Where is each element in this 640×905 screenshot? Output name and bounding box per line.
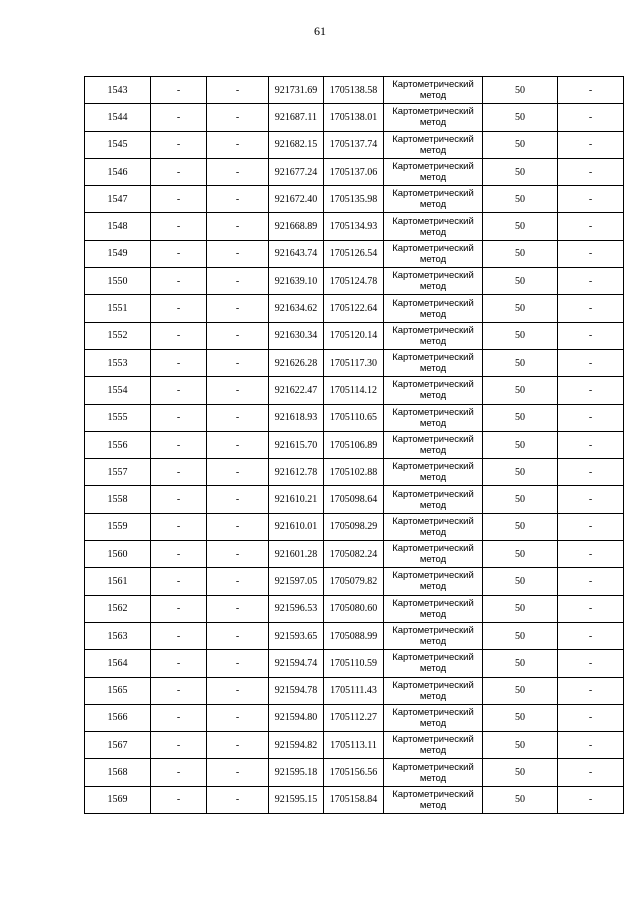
method-cell: Картометрический метод xyxy=(384,786,483,813)
x-coordinate-cell: 921594.80 xyxy=(269,704,324,731)
table-row xyxy=(85,650,624,677)
column-2-cell: - xyxy=(151,513,207,540)
accuracy-cell: 50 xyxy=(483,240,558,267)
y-coordinate-cell: 1705122.64 xyxy=(324,295,384,322)
column-3-cell: - xyxy=(207,213,269,240)
y-coordinate-cell: 1705111.43 xyxy=(324,677,384,704)
method-cell: Картометрический метод xyxy=(384,213,483,240)
accuracy-cell: 50 xyxy=(483,732,558,759)
column-3-cell: - xyxy=(207,622,269,649)
column-3-cell: - xyxy=(207,677,269,704)
accuracy-cell: 50 xyxy=(483,322,558,349)
x-coordinate-cell: 921639.10 xyxy=(269,268,324,295)
x-coordinate-cell: 921630.34 xyxy=(269,322,324,349)
accuracy-cell: 50 xyxy=(483,213,558,240)
column-3-cell: - xyxy=(207,322,269,349)
table-row xyxy=(85,513,624,540)
x-coordinate-cell: 921672.40 xyxy=(269,186,324,213)
table-row xyxy=(85,786,624,813)
accuracy-cell: 50 xyxy=(483,104,558,131)
last-column-cell: - xyxy=(558,240,624,267)
column-3-cell: - xyxy=(207,131,269,158)
y-coordinate-cell: 1705117.30 xyxy=(324,349,384,376)
method-cell: Картометрический метод xyxy=(384,704,483,731)
column-2-cell: - xyxy=(151,349,207,376)
column-2-cell: - xyxy=(151,295,207,322)
method-cell: Картометрический метод xyxy=(384,650,483,677)
accuracy-cell: 50 xyxy=(483,650,558,677)
last-column-cell: - xyxy=(558,186,624,213)
accuracy-cell: 50 xyxy=(483,786,558,813)
point-number-cell: 1567 xyxy=(85,732,151,759)
point-number-cell: 1554 xyxy=(85,377,151,404)
table-row xyxy=(85,158,624,185)
column-2-cell: - xyxy=(151,459,207,486)
point-number-cell: 1553 xyxy=(85,349,151,376)
table-row xyxy=(85,677,624,704)
page-number: 61 xyxy=(314,24,326,38)
last-column-cell: - xyxy=(558,595,624,622)
point-number-cell: 1548 xyxy=(85,213,151,240)
table-row xyxy=(85,595,624,622)
table-row xyxy=(85,377,624,404)
y-coordinate-cell: 1705112.27 xyxy=(324,704,384,731)
y-coordinate-cell: 1705098.64 xyxy=(324,486,384,513)
column-2-cell: - xyxy=(151,732,207,759)
point-number-cell: 1544 xyxy=(85,104,151,131)
column-3-cell: - xyxy=(207,77,269,104)
y-coordinate-cell: 1705137.06 xyxy=(324,158,384,185)
y-coordinate-cell: 1705138.01 xyxy=(324,104,384,131)
method-cell: Картометрический метод xyxy=(384,622,483,649)
column-3-cell: - xyxy=(207,404,269,431)
column-3-cell: - xyxy=(207,486,269,513)
y-coordinate-cell: 1705113.11 xyxy=(324,732,384,759)
last-column-cell: - xyxy=(558,295,624,322)
column-3-cell: - xyxy=(207,268,269,295)
column-3-cell: - xyxy=(207,240,269,267)
column-2-cell: - xyxy=(151,268,207,295)
accuracy-cell: 50 xyxy=(483,759,558,786)
table-row xyxy=(85,349,624,376)
y-coordinate-cell: 1705102.88 xyxy=(324,459,384,486)
table-row xyxy=(85,322,624,349)
table-row xyxy=(85,459,624,486)
last-column-cell: - xyxy=(558,759,624,786)
last-column-cell: - xyxy=(558,786,624,813)
accuracy-cell: 50 xyxy=(483,677,558,704)
method-cell: Картометрический метод xyxy=(384,541,483,568)
column-2-cell: - xyxy=(151,704,207,731)
method-cell: Картометрический метод xyxy=(384,377,483,404)
last-column-cell: - xyxy=(558,322,624,349)
x-coordinate-cell: 921618.93 xyxy=(269,404,324,431)
column-2-cell: - xyxy=(151,131,207,158)
method-cell: Картометрический метод xyxy=(384,486,483,513)
accuracy-cell: 50 xyxy=(483,595,558,622)
x-coordinate-cell: 921612.78 xyxy=(269,459,324,486)
point-number-cell: 1547 xyxy=(85,186,151,213)
column-3-cell: - xyxy=(207,104,269,131)
accuracy-cell: 50 xyxy=(483,431,558,458)
last-column-cell: - xyxy=(558,158,624,185)
column-2-cell: - xyxy=(151,786,207,813)
x-coordinate-cell: 921601.28 xyxy=(269,541,324,568)
y-coordinate-cell: 1705120.14 xyxy=(324,322,384,349)
point-number-cell: 1558 xyxy=(85,486,151,513)
last-column-cell: - xyxy=(558,732,624,759)
table-row xyxy=(85,541,624,568)
point-number-cell: 1546 xyxy=(85,158,151,185)
accuracy-cell: 50 xyxy=(483,158,558,185)
x-coordinate-cell: 921594.78 xyxy=(269,677,324,704)
y-coordinate-cell: 1705137.74 xyxy=(324,131,384,158)
point-number-cell: 1566 xyxy=(85,704,151,731)
column-2-cell: - xyxy=(151,677,207,704)
method-cell: Картометрический метод xyxy=(384,131,483,158)
x-coordinate-cell: 921610.21 xyxy=(269,486,324,513)
method-cell: Картометрический метод xyxy=(384,77,483,104)
x-coordinate-cell: 921643.74 xyxy=(269,240,324,267)
x-coordinate-cell: 921622.47 xyxy=(269,377,324,404)
point-number-cell: 1549 xyxy=(85,240,151,267)
method-cell: Картометрический метод xyxy=(384,595,483,622)
column-2-cell: - xyxy=(151,77,207,104)
last-column-cell: - xyxy=(558,104,624,131)
column-3-cell: - xyxy=(207,377,269,404)
y-coordinate-cell: 1705098.29 xyxy=(324,513,384,540)
x-coordinate-cell: 921682.15 xyxy=(269,131,324,158)
column-3-cell: - xyxy=(207,513,269,540)
point-number-cell: 1565 xyxy=(85,677,151,704)
method-cell: Картометрический метод xyxy=(384,404,483,431)
column-3-cell: - xyxy=(207,759,269,786)
point-number-cell: 1564 xyxy=(85,650,151,677)
table-row xyxy=(85,77,624,104)
last-column-cell: - xyxy=(558,677,624,704)
y-coordinate-cell: 1705135.98 xyxy=(324,186,384,213)
last-column-cell: - xyxy=(558,459,624,486)
y-coordinate-cell: 1705134.93 xyxy=(324,213,384,240)
accuracy-cell: 50 xyxy=(483,131,558,158)
x-coordinate-cell: 921634.62 xyxy=(269,295,324,322)
x-coordinate-cell: 921594.82 xyxy=(269,732,324,759)
column-3-cell: - xyxy=(207,568,269,595)
x-coordinate-cell: 921593.65 xyxy=(269,622,324,649)
x-coordinate-cell: 921677.24 xyxy=(269,158,324,185)
last-column-cell: - xyxy=(558,622,624,649)
column-2-cell: - xyxy=(151,104,207,131)
accuracy-cell: 50 xyxy=(483,295,558,322)
column-2-cell: - xyxy=(151,650,207,677)
last-column-cell: - xyxy=(558,486,624,513)
column-2-cell: - xyxy=(151,595,207,622)
column-2-cell: - xyxy=(151,240,207,267)
method-cell: Картометрический метод xyxy=(384,240,483,267)
x-coordinate-cell: 921595.15 xyxy=(269,786,324,813)
x-coordinate-cell: 921595.18 xyxy=(269,759,324,786)
column-3-cell: - xyxy=(207,732,269,759)
column-3-cell: - xyxy=(207,595,269,622)
accuracy-cell: 50 xyxy=(483,349,558,376)
method-cell: Картометрический метод xyxy=(384,349,483,376)
table-body xyxy=(85,77,624,814)
column-2-cell: - xyxy=(151,404,207,431)
x-coordinate-cell: 921597.05 xyxy=(269,568,324,595)
column-3-cell: - xyxy=(207,459,269,486)
accuracy-cell: 50 xyxy=(483,404,558,431)
point-number-cell: 1561 xyxy=(85,568,151,595)
last-column-cell: - xyxy=(558,404,624,431)
method-cell: Картометрический метод xyxy=(384,186,483,213)
y-coordinate-cell: 1705080.60 xyxy=(324,595,384,622)
table-row xyxy=(85,213,624,240)
y-coordinate-cell: 1705158.84 xyxy=(324,786,384,813)
method-cell: Картометрический метод xyxy=(384,513,483,540)
method-cell: Картометрический метод xyxy=(384,104,483,131)
y-coordinate-cell: 1705088.99 xyxy=(324,622,384,649)
column-2-cell: - xyxy=(151,431,207,458)
method-cell: Картометрический метод xyxy=(384,431,483,458)
table-row xyxy=(85,732,624,759)
table-row xyxy=(85,486,624,513)
accuracy-cell: 50 xyxy=(483,541,558,568)
x-coordinate-cell: 921610.01 xyxy=(269,513,324,540)
y-coordinate-cell: 1705124.78 xyxy=(324,268,384,295)
accuracy-cell: 50 xyxy=(483,186,558,213)
column-2-cell: - xyxy=(151,377,207,404)
last-column-cell: - xyxy=(558,349,624,376)
x-coordinate-cell: 921668.89 xyxy=(269,213,324,240)
column-3-cell: - xyxy=(207,295,269,322)
column-2-cell: - xyxy=(151,486,207,513)
last-column-cell: - xyxy=(558,541,624,568)
table-row xyxy=(85,104,624,131)
x-coordinate-cell: 921731.69 xyxy=(269,77,324,104)
x-coordinate-cell: 921596.53 xyxy=(269,595,324,622)
column-2-cell: - xyxy=(151,158,207,185)
point-number-cell: 1563 xyxy=(85,622,151,649)
x-coordinate-cell: 921615.70 xyxy=(269,431,324,458)
accuracy-cell: 50 xyxy=(483,704,558,731)
column-3-cell: - xyxy=(207,541,269,568)
column-2-cell: - xyxy=(151,541,207,568)
table-row xyxy=(85,704,624,731)
method-cell: Картометрический метод xyxy=(384,322,483,349)
method-cell: Картометрический метод xyxy=(384,677,483,704)
y-coordinate-cell: 1705126.54 xyxy=(324,240,384,267)
point-number-cell: 1545 xyxy=(85,131,151,158)
table-row xyxy=(85,131,624,158)
column-2-cell: - xyxy=(151,186,207,213)
point-number-cell: 1555 xyxy=(85,404,151,431)
method-cell: Картометрический метод xyxy=(384,759,483,786)
last-column-cell: - xyxy=(558,213,624,240)
accuracy-cell: 50 xyxy=(483,459,558,486)
table-row xyxy=(85,568,624,595)
x-coordinate-cell: 921594.74 xyxy=(269,650,324,677)
column-3-cell: - xyxy=(207,349,269,376)
point-number-cell: 1543 xyxy=(85,77,151,104)
accuracy-cell: 50 xyxy=(483,268,558,295)
x-coordinate-cell: 921626.28 xyxy=(269,349,324,376)
last-column-cell: - xyxy=(558,268,624,295)
point-number-cell: 1552 xyxy=(85,322,151,349)
method-cell: Картометрический метод xyxy=(384,158,483,185)
column-2-cell: - xyxy=(151,568,207,595)
method-cell: Картометрический метод xyxy=(384,732,483,759)
y-coordinate-cell: 1705114.12 xyxy=(324,377,384,404)
table-row xyxy=(85,404,624,431)
y-coordinate-cell: 1705082.24 xyxy=(324,541,384,568)
method-cell: Картометрический метод xyxy=(384,268,483,295)
table-row xyxy=(85,268,624,295)
last-column-cell: - xyxy=(558,513,624,540)
column-3-cell: - xyxy=(207,431,269,458)
last-column-cell: - xyxy=(558,568,624,595)
last-column-cell: - xyxy=(558,131,624,158)
column-3-cell: - xyxy=(207,158,269,185)
column-2-cell: - xyxy=(151,622,207,649)
y-coordinate-cell: 1705156.56 xyxy=(324,759,384,786)
y-coordinate-cell: 1705079.82 xyxy=(324,568,384,595)
point-number-cell: 1556 xyxy=(85,431,151,458)
x-coordinate-cell: 921687.11 xyxy=(269,104,324,131)
method-cell: Картометрический метод xyxy=(384,568,483,595)
accuracy-cell: 50 xyxy=(483,568,558,595)
accuracy-cell: 50 xyxy=(483,513,558,540)
column-3-cell: - xyxy=(207,786,269,813)
point-number-cell: 1562 xyxy=(85,595,151,622)
table-row xyxy=(85,759,624,786)
accuracy-cell: 50 xyxy=(483,77,558,104)
y-coordinate-cell: 1705110.65 xyxy=(324,404,384,431)
point-number-cell: 1569 xyxy=(85,786,151,813)
y-coordinate-cell: 1705138.58 xyxy=(324,77,384,104)
accuracy-cell: 50 xyxy=(483,377,558,404)
table-row xyxy=(85,240,624,267)
y-coordinate-cell: 1705110.59 xyxy=(324,650,384,677)
last-column-cell: - xyxy=(558,650,624,677)
last-column-cell: - xyxy=(558,431,624,458)
method-cell: Картометрический метод xyxy=(384,295,483,322)
point-number-cell: 1551 xyxy=(85,295,151,322)
point-number-cell: 1568 xyxy=(85,759,151,786)
column-2-cell: - xyxy=(151,213,207,240)
point-number-cell: 1559 xyxy=(85,513,151,540)
table-row xyxy=(85,186,624,213)
column-3-cell: - xyxy=(207,704,269,731)
column-2-cell: - xyxy=(151,759,207,786)
point-number-cell: 1560 xyxy=(85,541,151,568)
column-2-cell: - xyxy=(151,322,207,349)
last-column-cell: - xyxy=(558,77,624,104)
y-coordinate-cell: 1705106.89 xyxy=(324,431,384,458)
accuracy-cell: 50 xyxy=(483,486,558,513)
table-row xyxy=(85,295,624,322)
coordinates-table xyxy=(84,76,624,814)
last-column-cell: - xyxy=(558,377,624,404)
column-3-cell: - xyxy=(207,650,269,677)
table-row xyxy=(85,622,624,649)
method-cell: Картометрический метод xyxy=(384,459,483,486)
column-3-cell: - xyxy=(207,186,269,213)
last-column-cell: - xyxy=(558,704,624,731)
table-row xyxy=(85,431,624,458)
point-number-cell: 1557 xyxy=(85,459,151,486)
point-number-cell: 1550 xyxy=(85,268,151,295)
accuracy-cell: 50 xyxy=(483,622,558,649)
